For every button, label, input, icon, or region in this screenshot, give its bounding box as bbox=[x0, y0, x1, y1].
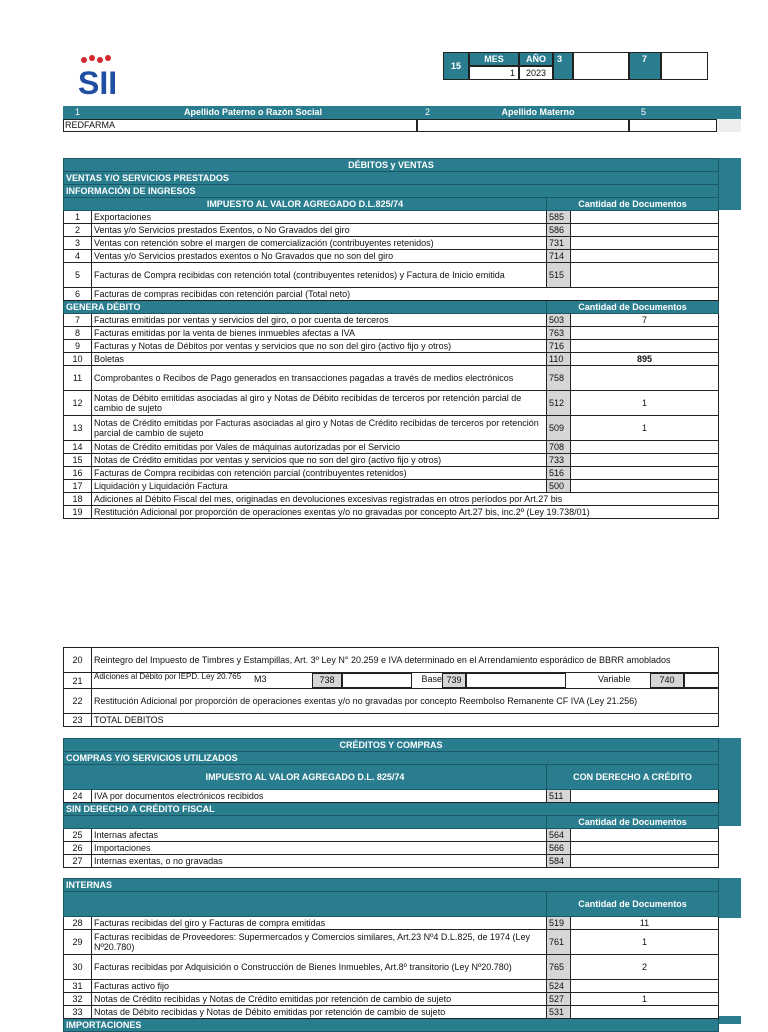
table-row bbox=[64, 250, 719, 263]
code-739: 739 bbox=[442, 673, 466, 688]
row-label: Facturas emitidas por ventas y servicios del giro, o por cuenta de terceros bbox=[92, 314, 547, 327]
row-code: 110 bbox=[547, 353, 571, 366]
row-code: 708 bbox=[547, 441, 571, 454]
row-code: 566 bbox=[547, 842, 571, 855]
row-code: 516 bbox=[547, 467, 571, 480]
row-value[interactable]: 1 bbox=[571, 391, 719, 416]
row-code: 733 bbox=[547, 454, 571, 467]
row-label: Restitución Adicional por proporción de operaciones exentas y/o no gravadas por concepto Reembolso Remanente CF IVA (Ley 21.256) bbox=[92, 689, 719, 714]
field-3-value[interactable] bbox=[573, 52, 629, 80]
row-num: 20 bbox=[64, 648, 92, 673]
row-code: 714 bbox=[547, 250, 571, 263]
row-label: Facturas de Compra recibidas con retención parcial (contribuyentes retenidos) bbox=[92, 467, 547, 480]
base-value[interactable] bbox=[466, 673, 566, 688]
anio-label: AÑO bbox=[519, 52, 553, 66]
row-label: TOTAL DEBITOS bbox=[92, 714, 719, 727]
row-label: Internas afectas bbox=[92, 829, 547, 842]
row-label: Comprobantes o Recibos de Pago generados en transacciones pagadas a través de medios electrónicos bbox=[92, 366, 547, 391]
table-row bbox=[64, 829, 719, 842]
row-code: 716 bbox=[547, 340, 571, 353]
row-num: 30 bbox=[64, 955, 92, 980]
field-5-value[interactable] bbox=[629, 119, 717, 132]
row-value[interactable] bbox=[571, 1006, 719, 1019]
row-value[interactable] bbox=[571, 790, 719, 803]
row-label: Ventas con retención sobre el margen de comercialización (contribuyentes retenidos) bbox=[92, 237, 547, 250]
row-label: Notas de Crédito emitidas por ventas y servicios que no son del giro (activo fijo y otros) bbox=[92, 454, 547, 467]
genera-debito-section: GENERA DÉBITO bbox=[64, 301, 547, 314]
row-label: Liquidación y Liquidación Factura bbox=[92, 480, 547, 493]
row-num: 24 bbox=[64, 790, 92, 803]
row-label: Facturas recibidas por Adquisición o Construcción de Bienes Inmuebles, Art.8º transitorio (Ley Nº20.780) bbox=[92, 955, 547, 980]
row-num: 28 bbox=[64, 917, 92, 930]
iva-header-creditos: IMPUESTO AL VALOR AGREGADO D.L. 825/74 bbox=[64, 765, 547, 790]
table-row bbox=[64, 416, 719, 441]
table-row bbox=[64, 993, 719, 1006]
table-row bbox=[64, 917, 719, 930]
ingresos-section: INFORMACIÓN DE INGRESOS bbox=[64, 185, 719, 198]
anio-value[interactable]: 2023 bbox=[519, 66, 553, 80]
table-row bbox=[64, 263, 719, 288]
row-value[interactable] bbox=[571, 366, 719, 391]
row-code: 512 bbox=[547, 391, 571, 416]
row-code: 503 bbox=[547, 314, 571, 327]
variable-value[interactable] bbox=[684, 673, 719, 688]
table-row bbox=[64, 237, 719, 250]
code-740: 740 bbox=[650, 673, 684, 688]
row-label: Notas de Crédito recibidas y Notas de Crédito emitidas por retención de cambio de sujeto bbox=[92, 993, 547, 1006]
row-label: Facturas de compras recibidas con retención parcial (Total neto) bbox=[92, 288, 719, 301]
ident-2-label: Apellido Materno bbox=[443, 107, 633, 117]
table-row bbox=[64, 506, 719, 519]
table-row bbox=[64, 391, 719, 416]
ventas-section: VENTAS Y/O SERVICIOS PRESTADOS bbox=[64, 172, 719, 185]
table-row bbox=[64, 327, 719, 340]
row-num: 22 bbox=[64, 689, 92, 714]
table-row bbox=[64, 980, 719, 993]
row-value[interactable]: 11 bbox=[571, 917, 719, 930]
row-label: Ventas y/o Servicios prestados exentos o No Gravados que no son del giro bbox=[92, 250, 547, 263]
debitos-table-2 bbox=[63, 647, 719, 727]
row-label: Adiciones al Débito por IEPD. Ley 20.765 bbox=[94, 673, 242, 681]
creditos-table bbox=[63, 738, 719, 1032]
row-value[interactable] bbox=[571, 829, 719, 842]
table-row bbox=[64, 340, 719, 353]
table-row bbox=[64, 224, 719, 237]
row-code: 519 bbox=[547, 917, 571, 930]
row-value[interactable] bbox=[571, 855, 719, 868]
table-row-21 bbox=[64, 673, 719, 689]
row-value[interactable] bbox=[571, 340, 719, 353]
ident-1-num: 1 bbox=[75, 107, 81, 117]
mes-label: MES bbox=[469, 52, 519, 66]
row-num: 32 bbox=[64, 993, 92, 1006]
field-3: 3 bbox=[553, 52, 573, 80]
field-15: 15 bbox=[443, 52, 469, 80]
row-value[interactable] bbox=[571, 467, 719, 480]
row-value[interactable]: 1 bbox=[571, 930, 719, 955]
table-row bbox=[64, 855, 719, 868]
ident-1-label: Apellido Paterno o Razón Social bbox=[93, 107, 413, 117]
company-name[interactable]: REDFARMA bbox=[63, 119, 417, 132]
base-label: Base bbox=[421, 674, 442, 684]
table-row bbox=[64, 288, 719, 301]
row-code: 511 bbox=[547, 790, 571, 803]
table-row bbox=[64, 930, 719, 955]
row-value[interactable]: 7 bbox=[571, 314, 719, 327]
row-label: Facturas de Compra recibidas con retención total (contribuyentes retenidos) y Factura de Inicio emitida bbox=[92, 263, 547, 288]
table-row bbox=[64, 467, 719, 480]
row-label: Restitución Adicional por proporción de operaciones exentas y/o no gravadas por concepto Art.27 bis, inc.2º (Ley 19.738/01) bbox=[92, 506, 719, 519]
row-num: 1 bbox=[64, 211, 92, 224]
row-code: 524 bbox=[547, 980, 571, 993]
row-value[interactable] bbox=[571, 211, 719, 224]
row-num: 7 bbox=[64, 314, 92, 327]
row-num: 3 bbox=[64, 237, 92, 250]
row-label: Exportaciones bbox=[92, 211, 547, 224]
row-num: 16 bbox=[64, 467, 92, 480]
period-box bbox=[443, 52, 708, 80]
row-num: 33 bbox=[64, 1006, 92, 1019]
row-value[interactable]: 895 bbox=[571, 353, 719, 366]
table-row bbox=[64, 689, 719, 714]
row-value[interactable] bbox=[571, 224, 719, 237]
row-value[interactable] bbox=[571, 327, 719, 340]
table-row bbox=[64, 480, 719, 493]
table-row bbox=[64, 353, 719, 366]
table-row bbox=[64, 648, 719, 673]
sin-derecho-section: SIN DERECHO A CRÉDITO FISCAL bbox=[64, 803, 719, 816]
table-row bbox=[64, 714, 719, 727]
table-row bbox=[64, 366, 719, 391]
table-row bbox=[64, 790, 719, 803]
row-code: 731 bbox=[547, 237, 571, 250]
apellido-materno-field[interactable] bbox=[417, 119, 629, 132]
table-row bbox=[64, 211, 719, 224]
row-num: 21 bbox=[64, 673, 92, 689]
table-row bbox=[64, 493, 719, 506]
row-num: 8 bbox=[64, 327, 92, 340]
row-label: Facturas recibidas del giro y Facturas de compra emitidas bbox=[92, 917, 547, 930]
row-num: 5 bbox=[64, 263, 92, 288]
row-code: 761 bbox=[547, 930, 571, 955]
cant-docs-header: Cantidad de Documentos bbox=[547, 198, 719, 211]
row-value[interactable] bbox=[571, 480, 719, 493]
row-num: 23 bbox=[64, 714, 92, 727]
row-value[interactable]: 2 bbox=[571, 955, 719, 980]
row-label: Importaciones bbox=[92, 842, 547, 855]
row-label: Notas de Débito emitidas asociadas al giro y Notas de Débito recibidas de terceros por retención parcial de cambio de sujeto bbox=[92, 391, 547, 416]
row-num: 12 bbox=[64, 391, 92, 416]
row-code: 758 bbox=[547, 366, 571, 391]
importaciones-section: IMPORTACIONES bbox=[64, 1019, 719, 1032]
iva-header: IMPUESTO AL VALOR AGREGADO D.L.825/74 bbox=[64, 198, 547, 211]
cant-docs-header-2: Cantidad de Documentos bbox=[547, 301, 719, 314]
m3-label: M3 bbox=[254, 674, 267, 684]
row-code: 584 bbox=[547, 855, 571, 868]
table-row bbox=[64, 441, 719, 454]
row-value[interactable] bbox=[571, 842, 719, 855]
m3-value[interactable] bbox=[342, 673, 412, 688]
sii-logo-icon bbox=[76, 54, 132, 98]
row-value[interactable]: 1 bbox=[571, 416, 719, 441]
row-value[interactable]: 1 bbox=[571, 993, 719, 1006]
row-num: 2 bbox=[64, 224, 92, 237]
row-num: 14 bbox=[64, 441, 92, 454]
row-code: 531 bbox=[547, 1006, 571, 1019]
mes-value[interactable]: 1 bbox=[469, 66, 519, 80]
row-num: 15 bbox=[64, 454, 92, 467]
row-num: 31 bbox=[64, 980, 92, 993]
row-code: 765 bbox=[547, 955, 571, 980]
table-row bbox=[64, 955, 719, 980]
row-value[interactable] bbox=[571, 250, 719, 263]
creditos-title: CRÉDITOS Y COMPRAS bbox=[64, 739, 719, 752]
table-row bbox=[64, 454, 719, 467]
row-value[interactable] bbox=[571, 441, 719, 454]
row-label: Adiciones al Débito Fiscal del mes, originadas en devoluciones excesivas registradas en otros períodos por Art.27 bis bbox=[92, 493, 719, 506]
compras-section: COMPRAS Y/O SERVICIOS UTILIZADOS bbox=[64, 752, 719, 765]
ident-2-num: 2 bbox=[425, 107, 431, 117]
identity-header bbox=[63, 106, 741, 119]
row-label: Facturas recibidas de Proveedores: Supermercados y Comercios similares, Art.23 Nº4 D.L.825, de 1974 (Ley Nº20.780) bbox=[92, 930, 547, 955]
row-num: 9 bbox=[64, 340, 92, 353]
row-num: 17 bbox=[64, 480, 92, 493]
variable-label: Variable bbox=[598, 674, 631, 684]
row-label: Facturas y Notas de Débitos por ventas y servicios que no son del giro (activo fijo y otros) bbox=[92, 340, 547, 353]
row-label: Notas de Crédito emitidas por Vales de máquinas autorizadas por el Servicio bbox=[92, 441, 547, 454]
internas-section: INTERNAS bbox=[64, 879, 719, 892]
ident-5-num: 5 bbox=[641, 107, 647, 117]
row-num: 13 bbox=[64, 416, 92, 441]
table-row bbox=[64, 1006, 719, 1019]
field-7: 7 bbox=[629, 52, 661, 80]
cant-docs-header-3: Cantidad de Documentos bbox=[547, 816, 719, 829]
row-value[interactable] bbox=[571, 263, 719, 288]
row-label: Ventas y/o Servicios prestados Exentos, o No Gravados del giro bbox=[92, 224, 547, 237]
row-label: Facturas activo fijo bbox=[92, 980, 547, 993]
row-num: 25 bbox=[64, 829, 92, 842]
row-num: 11 bbox=[64, 366, 92, 391]
table-row bbox=[64, 842, 719, 855]
row-num: 4 bbox=[64, 250, 92, 263]
row-num: 6 bbox=[64, 288, 92, 301]
debitos-title: DÉBITOS y VENTAS bbox=[64, 159, 719, 172]
row-code: 763 bbox=[547, 327, 571, 340]
row-label: Notas de Crédito emitidas por Facturas asociadas al giro y Notas de Crédito recibidas de terceros por retención parcial de cambio de sujeto bbox=[92, 416, 547, 441]
row-code: 527 bbox=[547, 993, 571, 1006]
row-label: Boletas bbox=[92, 353, 547, 366]
row-num: 19 bbox=[64, 506, 92, 519]
con-derecho-header: CON DERECHO A CRÉDITO bbox=[547, 765, 719, 790]
row-num: 26 bbox=[64, 842, 92, 855]
row-code: 500 bbox=[547, 480, 571, 493]
row-code: 585 bbox=[547, 211, 571, 224]
row-num: 29 bbox=[64, 930, 92, 955]
row-num: 27 bbox=[64, 855, 92, 868]
row-value[interactable] bbox=[571, 237, 719, 250]
field-7-value[interactable] bbox=[661, 52, 708, 80]
row-num: 10 bbox=[64, 353, 92, 366]
logo-text: SII bbox=[78, 65, 118, 98]
row-label: Facturas emitidas por la venta de bienes inmuebles afectas a IVA bbox=[92, 327, 547, 340]
row-label: Reintegro del Impuesto de Timbres y Estampillas, Art. 3º Ley N° 20.259 e IVA determinado en el Arrendamiento esporádico de BBRR amoblados bbox=[92, 648, 719, 673]
debitos-table bbox=[63, 158, 719, 519]
row-code: 586 bbox=[547, 224, 571, 237]
table-row bbox=[64, 314, 719, 327]
row-label: IVA por documentos electrónicos recibidos bbox=[92, 790, 547, 803]
row-code: 515 bbox=[547, 263, 571, 288]
row-code: 509 bbox=[547, 416, 571, 441]
cant-docs-header-4: Cantidad de Documentos bbox=[547, 892, 719, 917]
code-738: 738 bbox=[312, 673, 342, 688]
row-num: 18 bbox=[64, 493, 92, 506]
row-value[interactable] bbox=[571, 980, 719, 993]
row-label: Notas de Débito recibidas y Notas de Débito emitidas por retención de cambio de sujeto bbox=[92, 1006, 547, 1019]
sii-logo bbox=[76, 54, 132, 98]
row-code: 564 bbox=[547, 829, 571, 842]
row-value[interactable] bbox=[571, 454, 719, 467]
row-label: Internas exentas, o no gravadas bbox=[92, 855, 547, 868]
